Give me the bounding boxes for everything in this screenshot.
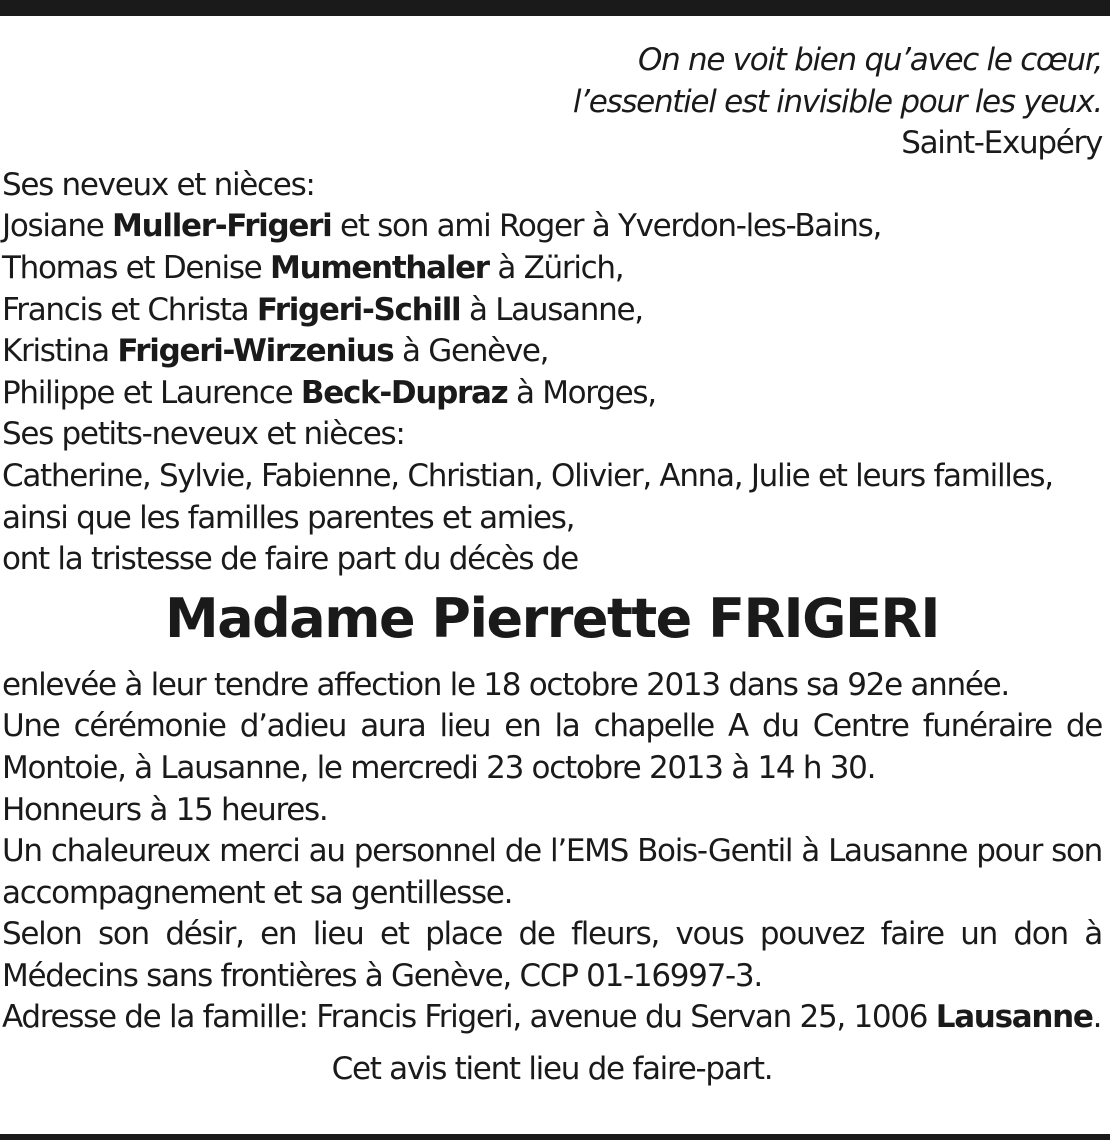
relatives-line: ainsi que les familles parentes et amies,	[2, 499, 575, 536]
member-surname: Frigeri-Schill	[256, 291, 461, 328]
family-section	[2, 165, 1102, 581]
member-surname: Frigeri-Wirzenius	[117, 333, 394, 370]
grand-relatives-list: Catherine, Sylvie, Fabienne, Christian, Olivier, Anna, Julie et leurs familles,	[2, 457, 1053, 494]
details-section	[2, 665, 1102, 1039]
thanks-line-2: accompagnement et sa gentillesse.	[2, 874, 513, 911]
epigraph	[2, 40, 1102, 165]
member-surname: Muller-Frigeri	[112, 208, 332, 245]
member-location: à Zürich,	[488, 249, 624, 286]
address-text: Adresse de la famille: Francis Frigeri, avenue du Servan 25, 1006	[2, 999, 936, 1036]
ceremony-line-1: Une cérémonie d’adieu aura lieu en la chapelle A du Centre funéraire de	[2, 708, 1102, 745]
member-given-names: Francis et Christa	[2, 291, 257, 328]
address-punctuation: .	[1092, 999, 1102, 1036]
closing-note: Cet avis tient lieu de faire-part.	[331, 1051, 773, 1088]
announcement-line: ont la tristesse de faire part du décès de	[2, 541, 578, 578]
quote-line-2: l’essentiel est invisible pour les yeux.	[572, 83, 1102, 120]
passing-line: enlevée à leur tendre affection le 18 octobre 2013 dans sa 92e année.	[2, 666, 1009, 703]
family-address	[2, 997, 1102, 1039]
top-rule	[0, 0, 1110, 16]
bottom-rule	[0, 1134, 1110, 1140]
member-location: à Morges,	[507, 374, 656, 411]
family-member	[2, 331, 1102, 373]
thanks-line-1: Un chaleureux merci au personnel de l’EMS Bois-Gentil à Lausanne pour son	[2, 833, 1102, 870]
donation-line-1: Selon son désir, en lieu et place de fleurs, vous pouvez faire un don à	[2, 916, 1102, 953]
address-city: Lausanne	[935, 999, 1093, 1036]
member-given-names: Philippe et Laurence	[2, 374, 301, 411]
grand-relatives-intro: Ses petits-neveux et nièces:	[2, 416, 405, 453]
member-given-names: Josiane	[2, 208, 113, 245]
member-location: à Lausanne,	[460, 291, 643, 328]
family-intro: Ses neveux et nièces:	[2, 166, 315, 203]
member-surname: Beck-Dupraz	[300, 374, 508, 411]
quote-author: Saint-Exupéry	[901, 125, 1102, 162]
donation-line-2: Médecins sans frontières à Genève, CCP 01-16997-3.	[2, 957, 762, 994]
obituary-notice	[2, 40, 1102, 1091]
member-surname: Mumenthaler	[270, 249, 489, 286]
honours-line: Honneurs à 15 heures.	[2, 791, 328, 828]
member-given-names: Kristina	[2, 333, 118, 370]
member-given-names: Thomas et Denise	[2, 249, 271, 286]
quote-line-1: On ne voit bien qu’avec le cœur,	[637, 42, 1102, 78]
member-location: et son ami Roger à Yverdon-les-Bains,	[331, 208, 882, 245]
deceased-name: Madame Pierrette FRIGERI	[164, 586, 940, 650]
family-member	[2, 248, 1102, 290]
ceremony-line-2: Montoie, à Lausanne, le mercredi 23 octobre 2013 à 14 h 30.	[2, 749, 876, 786]
family-member	[2, 206, 1102, 248]
family-member	[2, 290, 1102, 332]
member-location: à Genève,	[393, 333, 549, 370]
family-member	[2, 373, 1102, 415]
